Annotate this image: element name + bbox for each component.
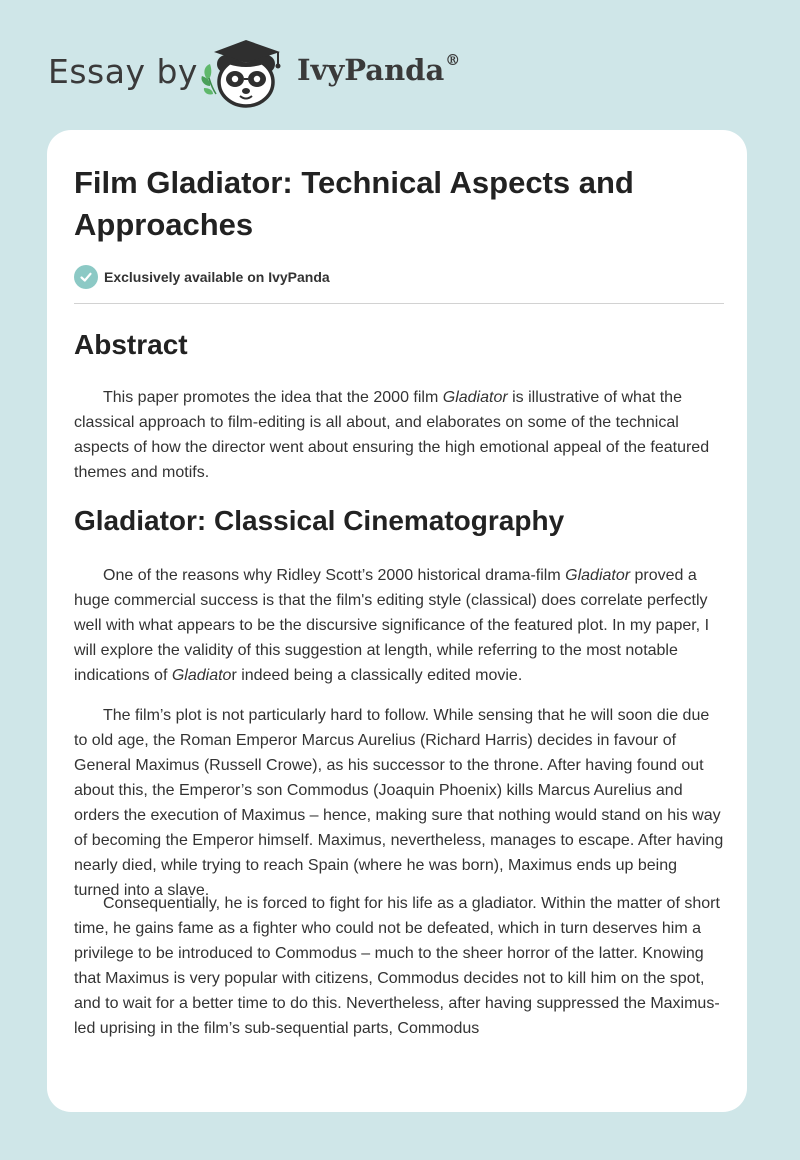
film-title-italic: Gladiator — [565, 567, 631, 584]
exclusive-badge — [74, 264, 330, 290]
text-run: proved a huge commercial success is that the film's editing style (classical) does correlate perfectly well with what appears to be the discursive significance of the featured plot. In my paper, I will explore the validity of this suggestion at length, while referring to the most notable indications of — [74, 567, 710, 684]
paragraph-1 — [74, 563, 724, 688]
text-run: One of the reasons why Ridley Scott’s 2000 historical drama-film — [103, 567, 566, 584]
paragraph-abstract — [74, 385, 724, 485]
text-run: is illustrative of what the classical approach to film-editing is all about, and elaborates on some of the technical aspects of how the director went about ensuring the high emotional appeal of the featured themes and motifs. — [74, 389, 710, 481]
film-title-italic: Gladiato — [171, 667, 232, 684]
text-run: r indeed being a classically edited movie. — [231, 667, 523, 684]
paragraph-3: Consequentially, he is forced to fight for his life as a gladiator. Within the matter of short time, he gains fame as a fighter who could not be defeated, which in turn deserves him a privilege to be introduced to Commodus – much to the sheer horror of the latter. Knowing that Maximus is very popular with citizens, Commodus decides not to kill him on the spot, and to wait for a better time to do this. Nevertheless, after having suppressed the Maximus-led uprising in the film’s sub-sequential parts, Commodus — [74, 895, 720, 1037]
check-circle-icon — [74, 265, 98, 289]
brand-name[interactable] — [297, 53, 460, 87]
text-run: This paper promotes the idea that the 2000 film — [103, 389, 443, 406]
paragraph-2: The film’s plot is not particularly hard to follow. While sensing that he will soon die due to old age, the Roman Emperor Marcus Aurelius (Richard Harris) decides in favour of General Maximus (Russell Crowe), as his successor to the throne. After having found out about this, the Emperor’s son Commodus (Joaquin Phoenix) kills Marcus Aurelius and orders the execution of Maximus – hence, making sure that nothing would stand on his way of becoming the Emperor himself. Maximus, nevertheless, manages to escape. After having nearly died, while trying to reach Spain (where he was born), Maximus ends up being turned into a slave. — [74, 707, 724, 899]
page-title: Film Gladiator: Technical Aspects and Approaches — [74, 165, 634, 242]
site-header — [0, 0, 800, 130]
panda-graduate-icon[interactable] — [200, 34, 290, 110]
registered-mark: ® — [445, 51, 461, 70]
brand-label: IvyPanda — [297, 53, 445, 87]
essay-card — [47, 130, 747, 1112]
section-heading-abstract: Abstract — [74, 329, 188, 360]
film-title-italic: Gladiator — [442, 389, 508, 406]
essay-by-label: Essay by — [48, 52, 198, 91]
exclusive-label: Exclusively available on IvyPanda — [104, 269, 330, 285]
divider — [74, 303, 724, 304]
section-heading-cinematography: Gladiator: Classical Cinematography — [74, 505, 565, 536]
